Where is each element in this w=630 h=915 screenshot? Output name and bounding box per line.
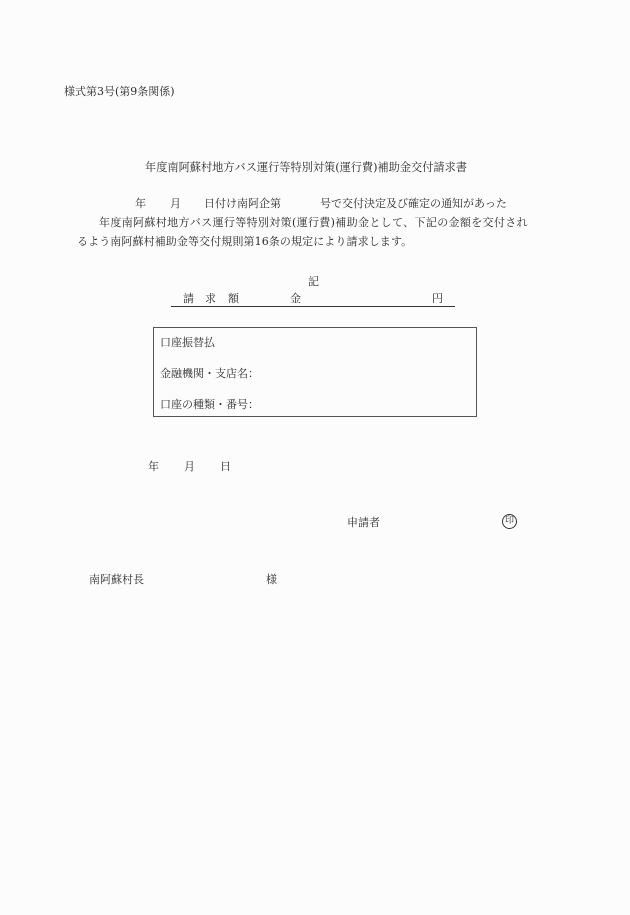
- form-number: 様式第3号(第9条関係): [64, 85, 175, 98]
- applicant-label: 申請者: [347, 516, 380, 529]
- bank-branch-label: 金融機関・支店名：: [160, 367, 259, 380]
- body-month-label: 月: [170, 197, 181, 210]
- addressee-name: 南阿蘇村長: [89, 573, 144, 586]
- date-day-label: 日: [220, 460, 231, 473]
- body-line-3: るよう南阿蘇村補助金等交付規則第16条の規定により請求します。: [77, 235, 413, 248]
- claim-label-char-3: 額: [228, 292, 239, 305]
- body-day-ref: 日付け南阿企第: [204, 197, 281, 210]
- document-title: 年度南阿蘇村地方バス運行等特別対策(運行費)補助金交付請求書: [145, 161, 467, 174]
- date-month-label: 月: [184, 460, 195, 473]
- bank-transfer-heading: 口座振替払: [160, 336, 215, 349]
- addressee-honorific: 様: [266, 573, 277, 586]
- bank-transfer-box: [153, 327, 477, 417]
- body-year-label: 年: [135, 197, 146, 210]
- claim-amount-row: [171, 292, 455, 307]
- ki-heading: 記: [308, 275, 319, 288]
- claim-label-char-1: 請: [183, 292, 194, 305]
- account-type-number-label: 口座の種類・番号：: [160, 398, 259, 411]
- body-line-2: 年度南阿蘇村地方バス運行等特別対策(運行費)補助金として、下記の金額を交付され: [99, 216, 529, 229]
- body-number-suffix: 号で交付決定及び確定の通知があった: [320, 197, 507, 210]
- claim-yen-label: 円: [432, 292, 443, 305]
- claim-label-char-2: 求: [205, 292, 216, 305]
- body-line-1: [135, 197, 507, 211]
- claim-kin-label: 金: [290, 292, 301, 305]
- seal-icon: 印: [502, 514, 517, 529]
- date-year-label: 年: [148, 460, 159, 473]
